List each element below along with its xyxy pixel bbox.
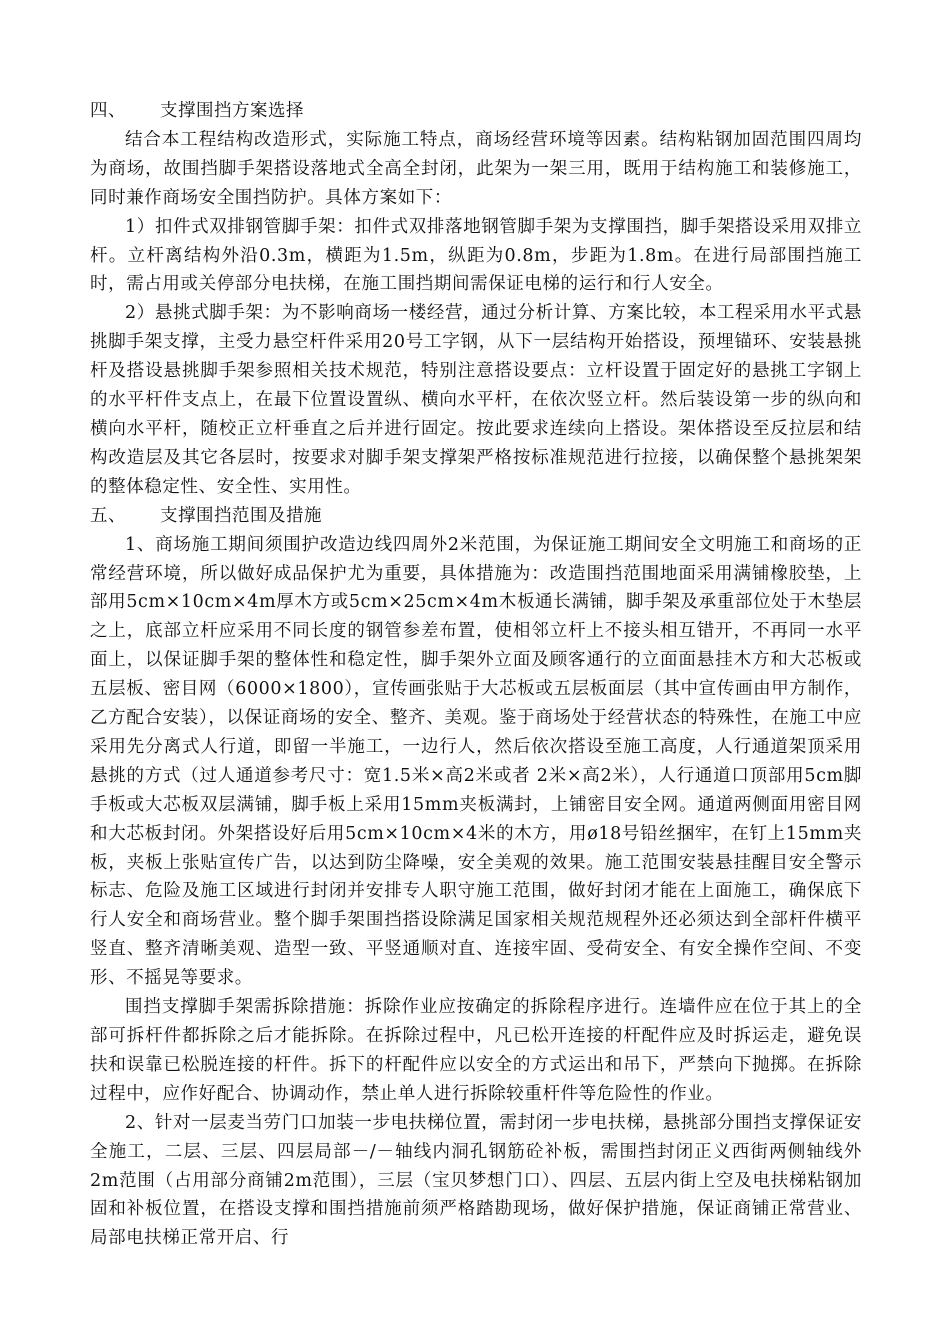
section-4-number: 四、 (90, 101, 126, 121)
section-5-paragraph-3: 2、针对一层麦当劳门口加装一步电扶梯位置，需封闭一步电扶梯，悬挑部分围挡支撑保证安全施工，二层、三层、四层局部－/－轴线内洞孔钢筋砼补板，需围挡封闭正义西街两侧轴线外2m范围（占用部分商铺2m范围），三层（宝贝梦想门口）、四层、五层内街上空及电扶梯粘钢加固和补板位置，在搭设支撑和围挡措施前须严格踏勘现场，做好保护措施，保证商铺正常营业、局部电扶梯正常开启、行 (90, 1112, 862, 1249)
section-4-paragraph-3: 2）悬挑式脚手架：为不影响商场一楼经营，通过分析计算、方案比较，本工程采用水平式悬挑脚手架支撑，主受力悬空杆件采用20号工字钢，从下一层结构开始搭设，预埋锚环、安装悬挑杆及搭设悬挑脚手架参照相关技术规范，特别注意搭设要点：立杆设置于固定好的悬挑工字钢上的水平杆件支点上，在最下位置设置纵、横向水平杆，在依次竖立杆。然后装设第一步的纵向和横向水平杆，随校正立杆垂直之后并进行固定。按此要求连续向上搭设。架体搭设至反拉层和结构改造层及其它各层时，按要求对脚手架支撑架严格按标准规范进行拉接，以确保整个悬挑架架的整体稳定性、安全性、实用性。 (90, 303, 862, 497)
section-5-paragraph-1: 1、商场施工期间须围护改造边线四周外2米范围，为保证施工期间安全文明施工和商场的正常经营环境，所以做好成品保护尤为重要，具体措施为：改造围挡范围地面采用满铺橡胶垫，上部用5cm×10cm×4m厚木方或5cm×25cm×4m木板通长满铺，脚手架及承重部位处于木垫层之上，底部立杆应采用不同长度的钢管参差布置，使相邻立杆上不接头相互错开，不再同一水平面上，以保证脚手架的整体性和稳定性，脚手架外立面及顾客通行的立面面悬挂木方和大芯板或五层板、密目网（6000×1800），宣传画张贴于大芯板或五层板面层（其中宣传画由甲方制作，乙方配合安装），以保证商场的安全、整齐、美观。鉴于商场处于经营状态的特殊性，在施工中应采用先分离式人行道，即留一半施工，一边行人，然后依次搭设至施工高度，人行通道架顶采用悬挑的方式（过人通道参考尺寸：宽1.5米×高2米或者 2米×高2米），人行通道口顶部用5cm脚手板或大芯板双层满铺，脚手板上采用15mm夹板满封，上铺密目安全网。通道两侧面用密目网和大芯板封闭。外架搭设好后用5cm×10cm×4米的木方，用ø18号铅丝捆牢，在钉上15mm夹板，夹板上张贴宣传广告，以达到防尘降噪，安全美观的效果。施工范围安装悬挂醒目安全警示标志、危险及施工区域进行封闭并安排专人职守施工范围，做好封闭才能在上面施工，确保底下行人安全和商场营业。整个脚手架围挡搭设除满足国家相关规范规程外还必须达到全部杆件横平竖直、整齐清晰美观、造型一致、平竖通顺对直、连接牢固、受荷安全、有安全操作空间、不变形、不摇晃等要求。 (90, 534, 862, 989)
section-4-title: 支撑围挡方案选择 (160, 101, 304, 121)
section-4-paragraph-2: 1）扣件式双排钢管脚手架：扣件式双排落地钢管脚手架为支撑围挡，脚手架搭设采用双排立杆。立杆离结构外沿0.3m，横距为1.5m，纵距为0.8m，步距为1.8m。在进行局部围挡施工时，需占用或关停部分电扶梯，在施工围挡期间需保证电梯的运行和行人安全。 (90, 216, 862, 295)
section-5-paragraph-2: 围挡支撑脚手架需拆除措施：拆除作业应按确定的拆除程序进行。连墙件应在位于其上的全部可拆杆件都拆除之后才能拆除。在拆除过程中，凡已松开连接的杆配件应及时拆运走，避免误扶和误靠已松脱连接的杆件。拆下的杆配件应以安全的方式运出和吊下，严禁向下抛掷。在拆除过程中，应作好配合、协调动作，禁止单人进行拆除较重杆件等危险性的作业。 (90, 997, 862, 1104)
section-5-heading (90, 502, 862, 531)
section-4-heading (90, 97, 862, 126)
section-4-paragraph-1: 结合本工程结构改造形式，实际施工特点，商场经营环境等因素。结构粘钢加固范围四周均为商场，故围挡脚手架搭设落地式全高全封闭，此架为一架三用，既用于结构施工和装修施工，同时兼作商场安全围挡防护。具体方案如下： (90, 129, 862, 208)
document-page (90, 97, 862, 1253)
section-5-number: 五、 (90, 505, 126, 526)
section-5-title: 支撑围挡范围及措施 (160, 505, 322, 526)
